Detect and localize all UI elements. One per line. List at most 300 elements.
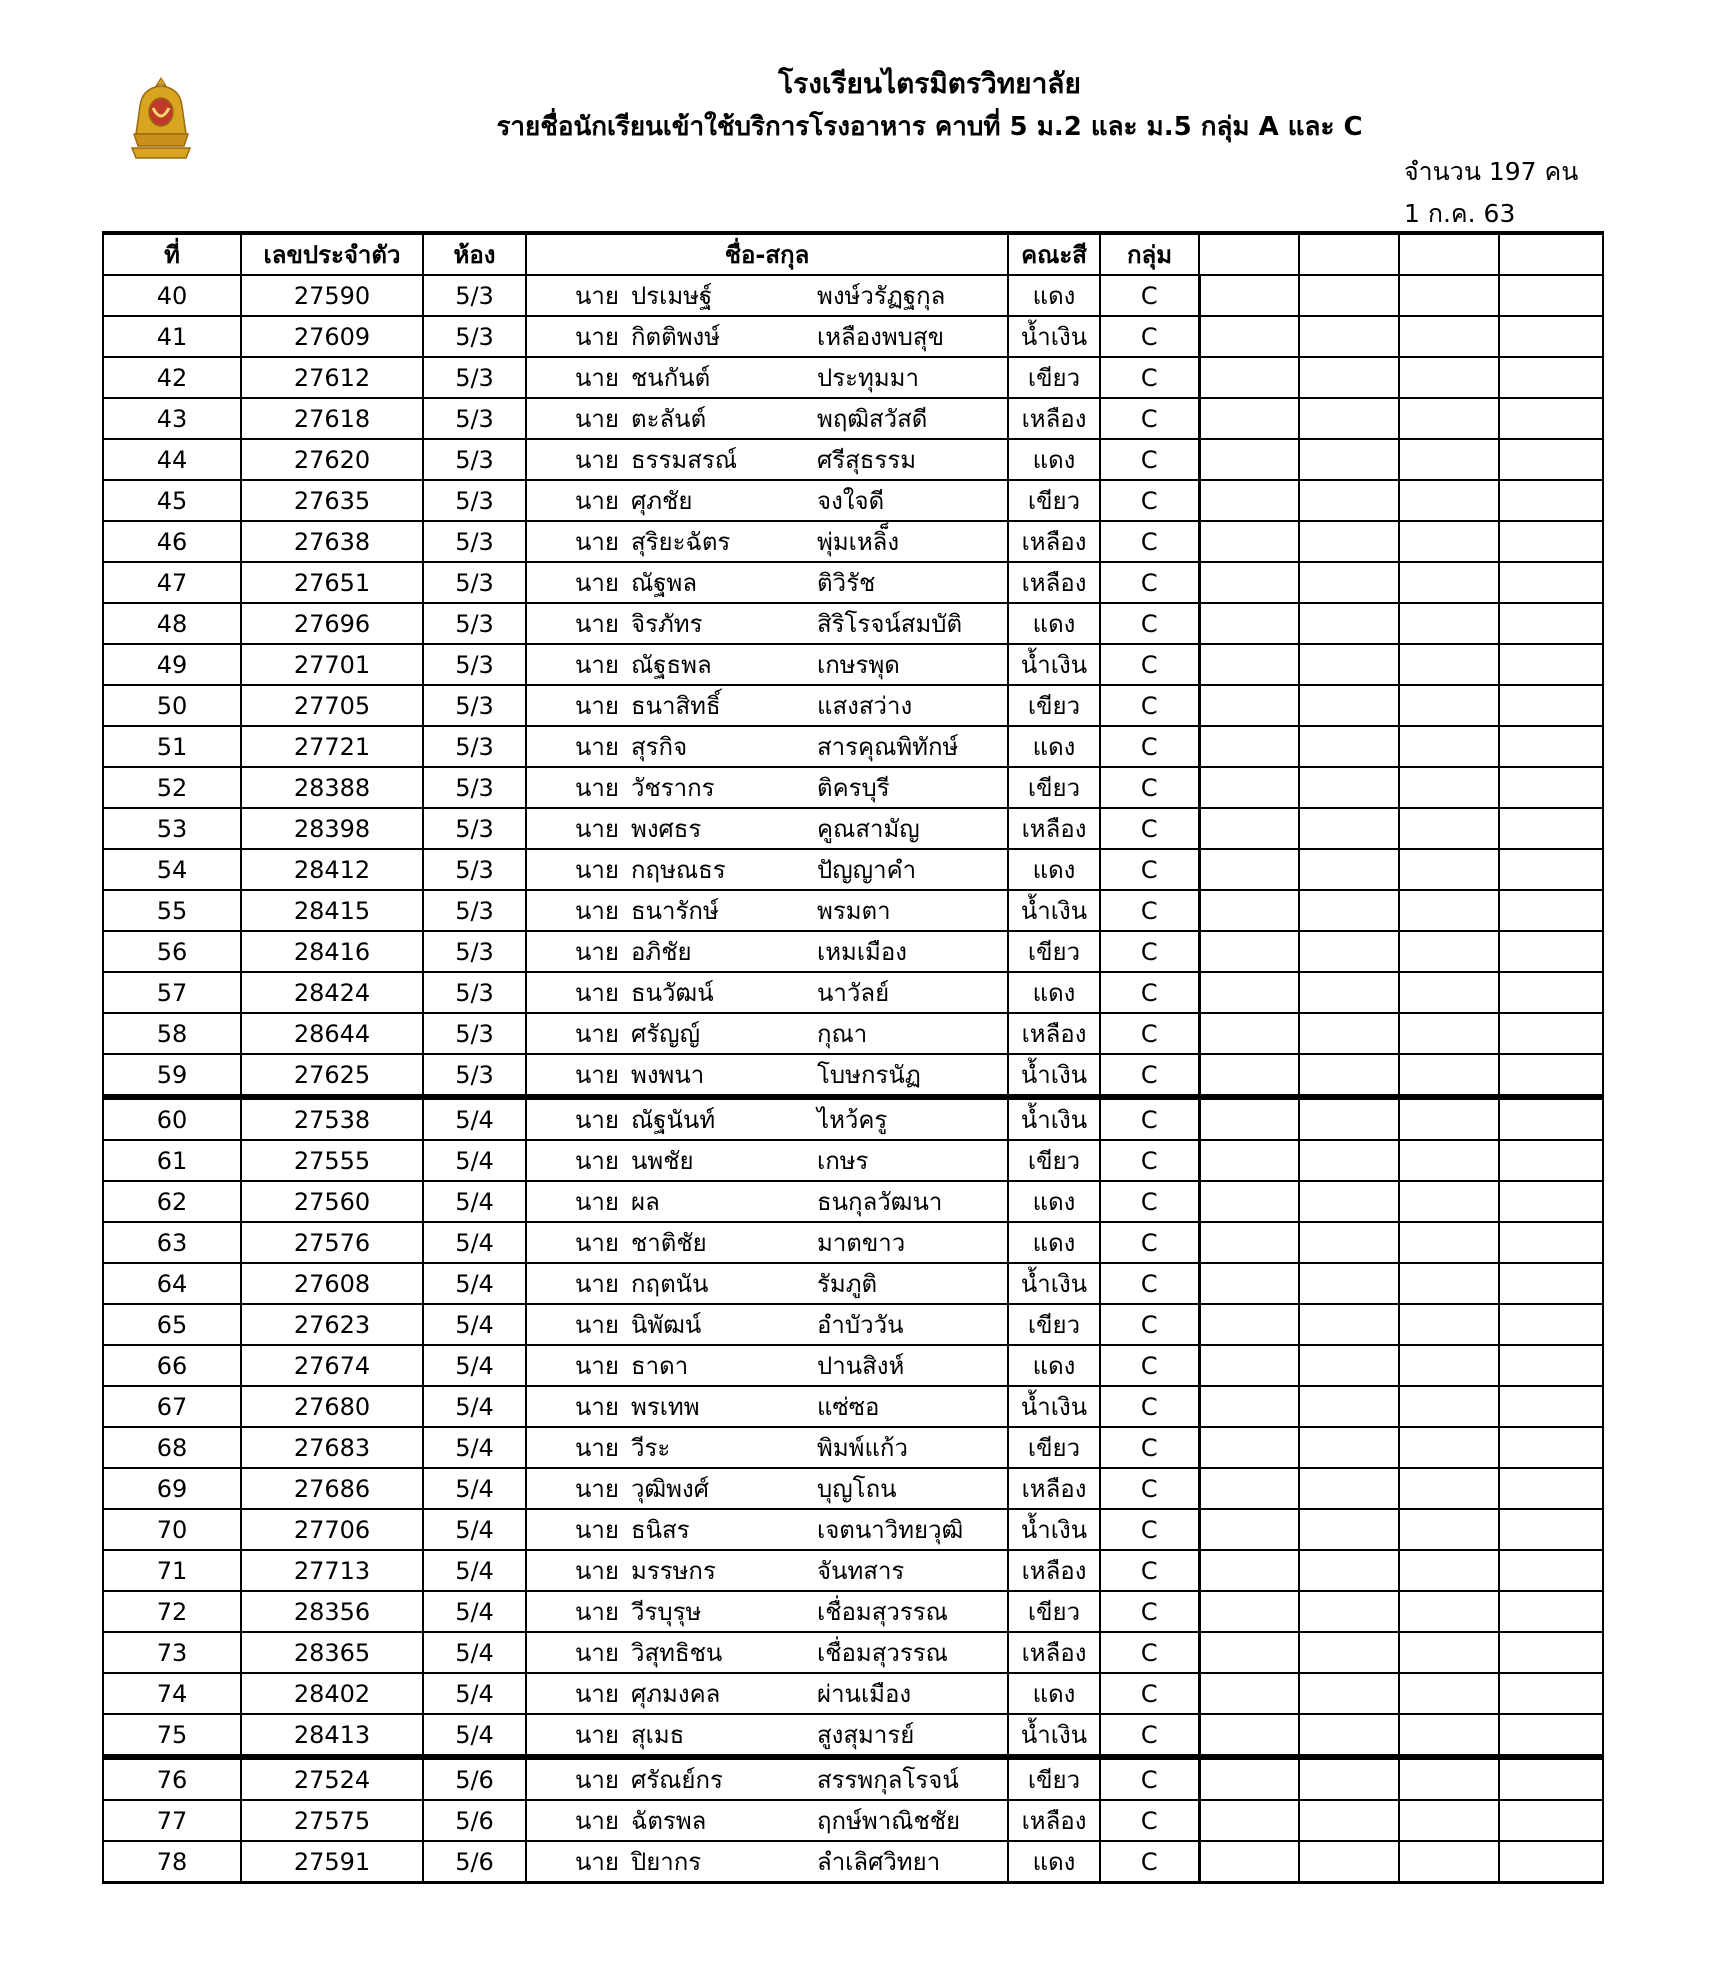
blank-cell bbox=[1299, 890, 1399, 931]
student-id: 27674 bbox=[241, 1345, 423, 1386]
name-first: มรรษกร bbox=[631, 1557, 716, 1585]
group: C bbox=[1100, 1054, 1199, 1097]
name-first: พงพนา bbox=[631, 1061, 705, 1089]
blank-cell bbox=[1299, 1468, 1399, 1509]
blank-cell bbox=[1299, 275, 1399, 316]
name-last: เหลืองพบสุข bbox=[817, 323, 944, 351]
student-id: 27705 bbox=[241, 685, 423, 726]
name-first: วีรบุรุษ bbox=[631, 1598, 702, 1626]
room: 5/3 bbox=[423, 890, 526, 931]
blank-cell bbox=[1499, 644, 1603, 685]
blank-cell bbox=[1399, 1222, 1499, 1263]
group: C bbox=[1100, 1550, 1199, 1591]
blank-cell bbox=[1499, 972, 1603, 1013]
name-last: จงใจดี bbox=[817, 487, 885, 515]
blank-cell bbox=[1299, 1800, 1399, 1841]
student-id: 28644 bbox=[241, 1013, 423, 1054]
row-number: 61 bbox=[103, 1140, 241, 1181]
group: C bbox=[1100, 931, 1199, 972]
row-number: 72 bbox=[103, 1591, 241, 1632]
name-last: พฤฒิสวัสดี bbox=[817, 405, 928, 433]
name-first: ตะลันต์ bbox=[631, 405, 707, 433]
room: 5/4 bbox=[423, 1673, 526, 1714]
blank-cell bbox=[1499, 1140, 1603, 1181]
blank-cell bbox=[1499, 1386, 1603, 1427]
name-prefix: นาย bbox=[575, 1352, 619, 1380]
blank-cell bbox=[1499, 1757, 1603, 1800]
name-prefix: นาย bbox=[575, 1393, 619, 1421]
student-name bbox=[526, 439, 1008, 480]
group: C bbox=[1100, 603, 1199, 644]
name-last: เหมเมือง bbox=[817, 938, 907, 966]
row-number: 70 bbox=[103, 1509, 241, 1550]
blank-cell bbox=[1399, 275, 1499, 316]
blank-cell bbox=[1399, 1140, 1499, 1181]
name-first: จิรภัทร bbox=[631, 610, 703, 638]
name-prefix: นาย bbox=[575, 446, 619, 474]
blank-cell bbox=[1499, 1013, 1603, 1054]
blank-cell bbox=[1199, 1673, 1299, 1714]
room: 5/4 bbox=[423, 1097, 526, 1140]
room: 5/4 bbox=[423, 1714, 526, 1757]
house-color: เหลือง bbox=[1008, 521, 1100, 562]
name-first: ชาติชัย bbox=[631, 1229, 707, 1257]
room: 5/4 bbox=[423, 1427, 526, 1468]
group: C bbox=[1100, 1714, 1199, 1757]
table-row bbox=[103, 767, 1603, 808]
house-color: เขียว bbox=[1008, 685, 1100, 726]
table-row bbox=[103, 1386, 1603, 1427]
blank-cell bbox=[1299, 1757, 1399, 1800]
blank-cell bbox=[1399, 562, 1499, 603]
room: 5/3 bbox=[423, 726, 526, 767]
table-row bbox=[103, 808, 1603, 849]
blank-cell bbox=[1499, 357, 1603, 398]
table-row bbox=[103, 1013, 1603, 1054]
row-number: 56 bbox=[103, 931, 241, 972]
name-last: สารคุณพิทักษ์ bbox=[817, 733, 959, 761]
student-id: 27701 bbox=[241, 644, 423, 685]
blank-cell bbox=[1399, 1550, 1499, 1591]
name-prefix: นาย bbox=[575, 1721, 619, 1749]
blank-cell bbox=[1499, 849, 1603, 890]
column-header-student-id: เลขประจำตัว bbox=[241, 233, 423, 275]
table-row bbox=[103, 1345, 1603, 1386]
blank-cell bbox=[1399, 1757, 1499, 1800]
row-number: 51 bbox=[103, 726, 241, 767]
student-id: 28413 bbox=[241, 1714, 423, 1757]
blank-cell bbox=[1199, 808, 1299, 849]
blank-cell bbox=[1199, 439, 1299, 480]
table-row bbox=[103, 1673, 1603, 1714]
room: 5/3 bbox=[423, 357, 526, 398]
room: 5/4 bbox=[423, 1509, 526, 1550]
blank-cell bbox=[1499, 1591, 1603, 1632]
name-first: ปิยากร bbox=[631, 1848, 702, 1876]
student-name bbox=[526, 480, 1008, 521]
table-row bbox=[103, 316, 1603, 357]
student-name bbox=[526, 398, 1008, 439]
blank-cell bbox=[1499, 439, 1603, 480]
student-id: 27576 bbox=[241, 1222, 423, 1263]
house-color: เหลือง bbox=[1008, 1468, 1100, 1509]
student-name bbox=[526, 808, 1008, 849]
student-id: 27590 bbox=[241, 275, 423, 316]
table-row bbox=[103, 931, 1603, 972]
row-number: 46 bbox=[103, 521, 241, 562]
blank-cell bbox=[1399, 685, 1499, 726]
house-color: น้ำเงิน bbox=[1008, 1714, 1100, 1757]
table-row bbox=[103, 1097, 1603, 1140]
table-row bbox=[103, 726, 1603, 767]
row-number: 77 bbox=[103, 1800, 241, 1841]
blank-cell bbox=[1399, 1800, 1499, 1841]
name-last: ประทุมมา bbox=[817, 364, 919, 392]
student-name bbox=[526, 890, 1008, 931]
blank-cell bbox=[1499, 316, 1603, 357]
name-first: ธนิสร bbox=[631, 1516, 690, 1544]
blank-cell bbox=[1399, 726, 1499, 767]
table-row bbox=[103, 1140, 1603, 1181]
group: C bbox=[1100, 1345, 1199, 1386]
school-name: โรงเรียนไตรมิตรวิทยาลัย bbox=[778, 67, 1081, 100]
blank-cell bbox=[1299, 1304, 1399, 1345]
name-last: ปานสิงห์ bbox=[817, 1352, 905, 1380]
student-name bbox=[526, 1054, 1008, 1097]
student-id: 28356 bbox=[241, 1591, 423, 1632]
room: 5/6 bbox=[423, 1800, 526, 1841]
row-number: 59 bbox=[103, 1054, 241, 1097]
name-first: ศรัณย์กร bbox=[631, 1766, 723, 1794]
name-prefix: นาย bbox=[575, 364, 619, 392]
name-prefix: นาย bbox=[575, 979, 619, 1007]
group: C bbox=[1100, 726, 1199, 767]
student-name bbox=[526, 1841, 1008, 1883]
name-prefix: นาย bbox=[575, 1557, 619, 1585]
blank-cell bbox=[1399, 808, 1499, 849]
student-id: 27591 bbox=[241, 1841, 423, 1883]
row-number: 64 bbox=[103, 1263, 241, 1304]
blank-cell bbox=[1399, 1673, 1499, 1714]
name-first: ธนวัฒน์ bbox=[631, 979, 714, 1007]
name-prefix: นาย bbox=[575, 323, 619, 351]
name-prefix: นาย bbox=[575, 1106, 619, 1134]
name-prefix: นาย bbox=[575, 405, 619, 433]
row-number: 62 bbox=[103, 1181, 241, 1222]
room: 5/3 bbox=[423, 1054, 526, 1097]
blank-cell bbox=[1499, 1222, 1603, 1263]
blank-cell bbox=[1299, 1013, 1399, 1054]
document-date: 1 ก.ค. 63 bbox=[1404, 199, 1516, 228]
blank-cell bbox=[1299, 398, 1399, 439]
row-number: 45 bbox=[103, 480, 241, 521]
name-first: ชนกันต์ bbox=[631, 364, 711, 392]
blank-cell bbox=[1299, 644, 1399, 685]
house-color: น้ำเงิน bbox=[1008, 1054, 1100, 1097]
room: 5/3 bbox=[423, 562, 526, 603]
column-header-blank bbox=[1499, 233, 1603, 275]
table-row bbox=[103, 1304, 1603, 1345]
blank-cell bbox=[1199, 1591, 1299, 1632]
blank-cell bbox=[1499, 726, 1603, 767]
row-number: 53 bbox=[103, 808, 241, 849]
table-row bbox=[103, 1841, 1603, 1883]
group: C bbox=[1100, 275, 1199, 316]
blank-cell bbox=[1199, 1550, 1299, 1591]
house-color: เขียว bbox=[1008, 1304, 1100, 1345]
blank-cell bbox=[1399, 1386, 1499, 1427]
name-prefix: นาย bbox=[575, 528, 619, 556]
name-first: ณัฐพล bbox=[631, 569, 698, 597]
student-id: 28415 bbox=[241, 890, 423, 931]
student-name bbox=[526, 1757, 1008, 1800]
student-id: 27623 bbox=[241, 1304, 423, 1345]
group: C bbox=[1100, 972, 1199, 1013]
table-row bbox=[103, 1427, 1603, 1468]
name-prefix: นาย bbox=[575, 938, 619, 966]
group: C bbox=[1100, 1263, 1199, 1304]
blank-cell bbox=[1399, 1304, 1499, 1345]
group: C bbox=[1100, 1181, 1199, 1222]
room: 5/3 bbox=[423, 521, 526, 562]
name-last: เชื่อมสุวรรณ bbox=[817, 1639, 948, 1667]
row-number: 68 bbox=[103, 1427, 241, 1468]
table-row bbox=[103, 890, 1603, 931]
blank-cell bbox=[1299, 603, 1399, 644]
blank-cell bbox=[1299, 521, 1399, 562]
house-color: แดง bbox=[1008, 972, 1100, 1013]
blank-cell bbox=[1199, 357, 1299, 398]
room: 5/3 bbox=[423, 808, 526, 849]
student-name bbox=[526, 1140, 1008, 1181]
house-color: น้ำเงิน bbox=[1008, 316, 1100, 357]
name-first: ศุภชัย bbox=[631, 487, 693, 515]
row-number: 54 bbox=[103, 849, 241, 890]
name-last: เกษรพุด bbox=[817, 651, 900, 679]
name-last: กุณา bbox=[817, 1020, 868, 1048]
house-color: แดง bbox=[1008, 849, 1100, 890]
name-prefix: นาย bbox=[575, 815, 619, 843]
student-id: 27635 bbox=[241, 480, 423, 521]
name-prefix: นาย bbox=[575, 1766, 619, 1794]
table-row bbox=[103, 1263, 1603, 1304]
name-first: ศรัญญ์ bbox=[631, 1020, 701, 1048]
blank-cell bbox=[1299, 1509, 1399, 1550]
blank-cell bbox=[1399, 480, 1499, 521]
room: 5/4 bbox=[423, 1550, 526, 1591]
name-first: กฤตนัน bbox=[631, 1270, 709, 1298]
blank-cell bbox=[1199, 398, 1299, 439]
house-color: แดง bbox=[1008, 1841, 1100, 1883]
blank-cell bbox=[1499, 685, 1603, 726]
group: C bbox=[1100, 1757, 1199, 1800]
house-color: แดง bbox=[1008, 1181, 1100, 1222]
name-first: ณัฐนันท์ bbox=[631, 1106, 716, 1134]
student-id: 28398 bbox=[241, 808, 423, 849]
column-header-name: ชื่อ-สกุล bbox=[526, 233, 1008, 275]
blank-cell bbox=[1299, 767, 1399, 808]
blank-cell bbox=[1199, 1632, 1299, 1673]
column-header-blank bbox=[1199, 233, 1299, 275]
student-name bbox=[526, 726, 1008, 767]
student-name bbox=[526, 1591, 1008, 1632]
name-prefix: นาย bbox=[575, 1680, 619, 1708]
table-row bbox=[103, 1222, 1603, 1263]
blank-cell bbox=[1199, 521, 1299, 562]
house-color: เขียว bbox=[1008, 1757, 1100, 1800]
blank-cell bbox=[1399, 1013, 1499, 1054]
room: 5/6 bbox=[423, 1757, 526, 1800]
group: C bbox=[1100, 1591, 1199, 1632]
blank-cell bbox=[1299, 1427, 1399, 1468]
table-row bbox=[103, 685, 1603, 726]
blank-cell bbox=[1399, 849, 1499, 890]
name-last: คูณสามัญ bbox=[817, 815, 920, 843]
house-color: แดง bbox=[1008, 1222, 1100, 1263]
blank-cell bbox=[1199, 644, 1299, 685]
student-name bbox=[526, 1714, 1008, 1757]
name-last: เกษร bbox=[817, 1147, 869, 1175]
name-last: นาวัลย์ bbox=[817, 979, 890, 1007]
name-first: วัชรากร bbox=[631, 774, 715, 802]
group: C bbox=[1100, 1304, 1199, 1345]
house-color: เหลือง bbox=[1008, 1550, 1100, 1591]
blank-cell bbox=[1199, 931, 1299, 972]
table-row bbox=[103, 1714, 1603, 1757]
name-first: กิตติพงษ์ bbox=[631, 323, 721, 351]
student-id: 28365 bbox=[241, 1632, 423, 1673]
house-color: เขียว bbox=[1008, 1591, 1100, 1632]
column-header-house-color: คณะสี bbox=[1008, 233, 1100, 275]
row-number: 40 bbox=[103, 275, 241, 316]
student-id: 27696 bbox=[241, 603, 423, 644]
table-row bbox=[103, 357, 1603, 398]
row-number: 55 bbox=[103, 890, 241, 931]
blank-cell bbox=[1499, 767, 1603, 808]
name-last: สรรพกุลโรจน์ bbox=[817, 1766, 959, 1794]
row-number: 57 bbox=[103, 972, 241, 1013]
room: 5/3 bbox=[423, 644, 526, 685]
name-first: ธนารักษ์ bbox=[631, 897, 719, 925]
room: 5/3 bbox=[423, 849, 526, 890]
name-last: พุ่มเหลิ็ง bbox=[817, 528, 900, 556]
blank-cell bbox=[1299, 1550, 1399, 1591]
row-number: 71 bbox=[103, 1550, 241, 1591]
group: C bbox=[1100, 480, 1199, 521]
house-color: น้ำเงิน bbox=[1008, 1263, 1100, 1304]
table-row bbox=[103, 972, 1603, 1013]
name-first: ผล bbox=[631, 1188, 660, 1216]
student-id: 27612 bbox=[241, 357, 423, 398]
student-name bbox=[526, 1013, 1008, 1054]
name-last: ฤกษ์พาณิชชัย bbox=[817, 1807, 961, 1835]
group: C bbox=[1100, 316, 1199, 357]
blank-cell bbox=[1499, 1181, 1603, 1222]
blank-cell bbox=[1299, 562, 1399, 603]
name-first: ธรรมสรณ์ bbox=[631, 446, 738, 474]
name-last: สูงสุมารย์ bbox=[817, 1721, 915, 1749]
student-name bbox=[526, 1181, 1008, 1222]
student-roster-table bbox=[102, 231, 1604, 1884]
room: 5/3 bbox=[423, 603, 526, 644]
blank-cell bbox=[1299, 726, 1399, 767]
room: 5/4 bbox=[423, 1468, 526, 1509]
student-name bbox=[526, 357, 1008, 398]
group: C bbox=[1100, 890, 1199, 931]
name-first: ธนาสิทธิ์ bbox=[631, 692, 721, 720]
room: 5/4 bbox=[423, 1140, 526, 1181]
blank-cell bbox=[1399, 767, 1499, 808]
student-name bbox=[526, 1263, 1008, 1304]
student-name bbox=[526, 1468, 1008, 1509]
student-id: 27680 bbox=[241, 1386, 423, 1427]
name-prefix: นาย bbox=[575, 1848, 619, 1876]
student-id: 28424 bbox=[241, 972, 423, 1013]
blank-cell bbox=[1399, 1345, 1499, 1386]
room: 5/4 bbox=[423, 1386, 526, 1427]
name-first: นิพัฒน์ bbox=[631, 1311, 702, 1339]
blank-cell bbox=[1499, 398, 1603, 439]
student-id: 28412 bbox=[241, 849, 423, 890]
student-name bbox=[526, 1673, 1008, 1714]
blank-cell bbox=[1399, 1591, 1499, 1632]
room: 5/3 bbox=[423, 931, 526, 972]
blank-cell bbox=[1199, 1509, 1299, 1550]
house-color: เหลือง bbox=[1008, 398, 1100, 439]
student-id: 27706 bbox=[241, 1509, 423, 1550]
blank-cell bbox=[1299, 685, 1399, 726]
blank-cell bbox=[1299, 1181, 1399, 1222]
name-first: วิสุทธิชน bbox=[631, 1639, 723, 1667]
house-color: เหลือง bbox=[1008, 1800, 1100, 1841]
blank-cell bbox=[1399, 1714, 1499, 1757]
group: C bbox=[1100, 521, 1199, 562]
row-number: 50 bbox=[103, 685, 241, 726]
blank-cell bbox=[1499, 603, 1603, 644]
name-last: ติวิรัช bbox=[817, 569, 876, 597]
room: 5/4 bbox=[423, 1632, 526, 1673]
student-name bbox=[526, 1800, 1008, 1841]
group: C bbox=[1100, 1386, 1199, 1427]
room: 5/4 bbox=[423, 1591, 526, 1632]
student-id: 27560 bbox=[241, 1181, 423, 1222]
table-row bbox=[103, 1468, 1603, 1509]
row-number: 69 bbox=[103, 1468, 241, 1509]
name-prefix: นาย bbox=[575, 897, 619, 925]
blank-cell bbox=[1299, 1841, 1399, 1883]
table-row bbox=[103, 644, 1603, 685]
house-color: เหลือง bbox=[1008, 808, 1100, 849]
student-name bbox=[526, 1550, 1008, 1591]
blank-cell bbox=[1299, 1591, 1399, 1632]
blank-cell bbox=[1299, 1386, 1399, 1427]
name-last: ลำเลิศวิทยา bbox=[817, 1848, 941, 1876]
student-id: 27683 bbox=[241, 1427, 423, 1468]
name-prefix: นาย bbox=[575, 610, 619, 638]
house-color: น้ำเงิน bbox=[1008, 1386, 1100, 1427]
row-number: 78 bbox=[103, 1841, 241, 1883]
student-name bbox=[526, 1632, 1008, 1673]
name-last: ปัญญาคำ bbox=[817, 856, 917, 884]
room: 5/3 bbox=[423, 316, 526, 357]
blank-cell bbox=[1499, 1427, 1603, 1468]
name-last: ติครบุรี bbox=[817, 774, 890, 802]
student-id: 27609 bbox=[241, 316, 423, 357]
table-row bbox=[103, 398, 1603, 439]
blank-cell bbox=[1199, 1468, 1299, 1509]
blank-cell bbox=[1199, 275, 1299, 316]
table-row bbox=[103, 1550, 1603, 1591]
